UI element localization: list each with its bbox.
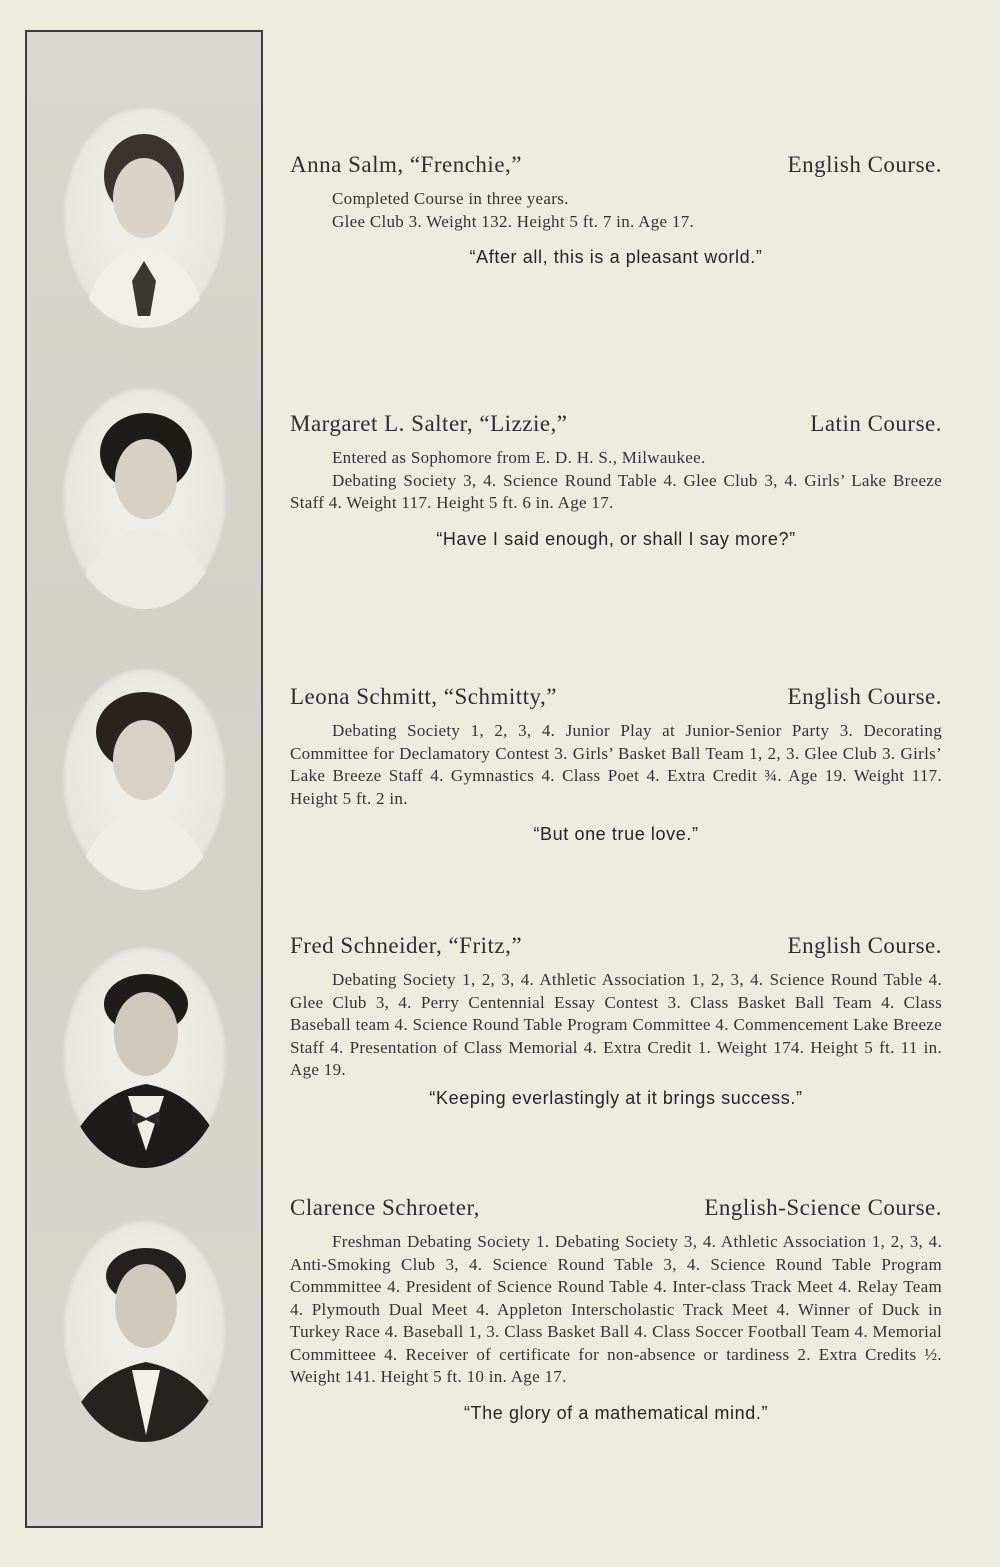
- portrait-anna-salm: [62, 106, 227, 328]
- entry-heading: [290, 1195, 942, 1221]
- entry-heading: [290, 152, 942, 178]
- entry-clarence-schroeter: [290, 1195, 942, 1424]
- photo-strip: [25, 30, 263, 1528]
- student-quote: “Keeping everlastingly at it brings success.”: [429, 1087, 803, 1108]
- details-line: Glee Club 3. Weight 132. Height 5 ft. 7 in. Age 17.: [332, 211, 695, 231]
- details-line: Debating Society 3, 4. Science Round Table 4. Glee Club 3, 4. Girls’ Lake Breeze Staff 4. Weight 117. Height 5 ft. 6 in. Age 17.: [290, 470, 942, 512]
- entry-heading: [290, 411, 942, 437]
- student-name: Clarence Schroeter,: [290, 1195, 480, 1220]
- portrait-fred-schneider: [62, 946, 227, 1168]
- student-name: Margaret L. Salter, “Lizzie,”: [290, 411, 568, 436]
- portrait-margaret-salter: [62, 387, 227, 609]
- course-name: English Course.: [787, 684, 942, 709]
- entry-details: [290, 1231, 942, 1389]
- entry-margaret-salter: [290, 411, 942, 550]
- entry-details: [290, 720, 942, 810]
- entry-details: [290, 188, 942, 233]
- portrait-figure-icon: [62, 946, 227, 1168]
- student-quote: “Have I said enough, or shall I say more?”: [436, 528, 796, 549]
- details-line: Completed Course in three years.: [332, 189, 569, 208]
- details-line: Debating Society 1, 2, 3, 4. Athletic Association 1, 2, 3, 4. Science Round Table 4. Glee Club 3, 4. Perry Centennial Essay Contest 3. Class Basket Ball Team 4. Class Baseball team 4. Science Round Table Program Committee 4. Commencement Lake Breeze Staff 4. Presentation of Class Memorial 4. Extra Credit 1. Weight 174. Height 5 ft. 11 in. Age 19.: [290, 970, 942, 1079]
- portrait-leona-schmitt: [62, 668, 227, 890]
- student-quote: “After all, this is a pleasant world.”: [469, 247, 763, 267]
- portrait-clarence-schroeter: [62, 1220, 227, 1442]
- entry-details: [290, 447, 942, 515]
- student-name: Leona Schmitt, “Schmitty,”: [290, 684, 558, 709]
- entry-heading: [290, 684, 942, 710]
- entry-heading: [290, 933, 942, 959]
- student-quote: “The glory of a mathematical mind.”: [463, 1402, 769, 1423]
- student-name: Anna Salm, “Frenchie,”: [290, 152, 522, 177]
- course-name: English Course.: [787, 933, 942, 958]
- details-line: Entered as Sophomore from E. D. H. S., Milwaukee.: [332, 448, 706, 467]
- portrait-figure-icon: [62, 668, 227, 890]
- entry-fred-schneider: [290, 933, 942, 1109]
- portrait-figure-icon: [62, 106, 227, 328]
- course-name: Latin Course.: [810, 411, 942, 436]
- student-name: Fred Schneider, “Fritz,”: [290, 933, 523, 958]
- details-line: Freshman Debating Society 1. Debating Society 3, 4. Athletic Association 1, 2, 3, 4. Anti-Smoking Club 3, 4. Science Round Table 3, 4. Science Round Table Program Commmittee 4. President of Science Round Table 4. Inter-class Track Meet 4. Relay Team 4. Plymouth Dual Meet 4. Appleton Interscholastic Track Meet 4. Winner of Duck in Turkey Race 4. Baseball 1, 3. Class Basket Ball 4. Class Soccer Football Team 4. Memorial Committeee 4. Receiver of certificate for non-absence or tardiness 2. Extra Credits ½. Weight 141. Height 5 ft. 10 in. Age 17.: [290, 1232, 942, 1386]
- portrait-figure-icon: [62, 1220, 227, 1442]
- course-name: English Course.: [787, 152, 942, 177]
- details-line: Debating Society 1, 2, 3, 4. Junior Play at Junior-Senior Party 3. Decorating Committee for Declamatory Contest 3. Girls’ Basket Ball Team 1, 2, 3. Glee Club 3. Girls’ Lake Breeze Staff 4. Gymnastics 4. Class Poet 4. Extra Credit ¾. Age 19. Weight 117. Height 5 ft. 2 in.: [290, 721, 942, 808]
- portrait-figure-icon: [62, 387, 227, 609]
- student-quote: “But one true love.”: [533, 824, 699, 844]
- entry-details: [290, 969, 942, 1082]
- entry-anna-salm: [290, 152, 942, 268]
- entry-leona-schmitt: [290, 684, 942, 845]
- course-name: English-Science Course.: [704, 1195, 942, 1220]
